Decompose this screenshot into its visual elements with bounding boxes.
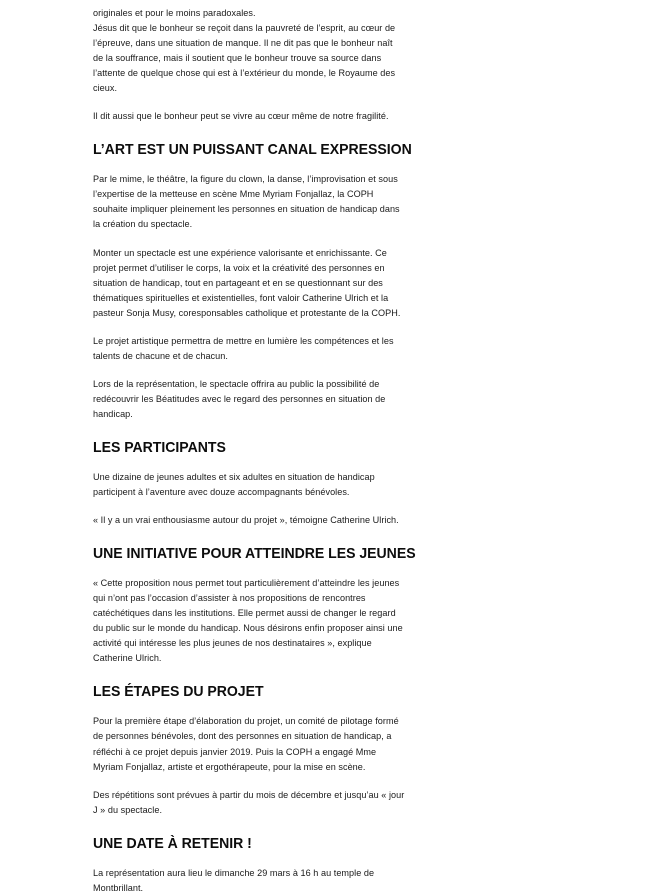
heading-spacer xyxy=(93,666,405,684)
section-paragraph: Des répétitions sont prévues à partir du mois de décembre et jusqu’au « jour J » du spectacle. xyxy=(93,789,405,815)
heading-spacer xyxy=(93,457,405,470)
section-paragraph: Pour la première étape d’élaboration du projet, un comité de pilotage formé de personnes bénévoles, dont des personnes en situation de handicap, a réfléchi à ce projet depuis janvier 2019. Puis la COPH a engagé Mme Myriam Fonjallaz, artiste et ergothérapeute, pour la mise en scène. xyxy=(93,716,399,772)
lede-paragraph-2: Jésus dit que le bonheur se reçoit dans la pauvreté de l’esprit, au cœur de l’épreuve, dans une situation de manque. Il ne dit pas que le bonheur naît de la souffrance, mais il soutient que le bonheur trouve sa source dans l’attente de quelque chose qui est à l’extérieur du monde, le Royaume des cieux. xyxy=(93,23,396,94)
heading-spacer xyxy=(93,422,405,440)
section-heading-date: UNE DATE À RETENIR ! xyxy=(93,835,252,852)
section-paragraph: Lors de la représentation, le spectacle offrira au public la possibilité de redécouvrir les Béatitudes avec le regard des personnes en situation de handicap. xyxy=(93,378,386,419)
heading-spacer xyxy=(93,124,405,142)
section-paragraph: Le projet artistique permettra de mettre en lumière les compétences et les talents de chacune et de chacun. xyxy=(93,335,394,361)
heading-spacer xyxy=(93,818,405,836)
lede-paragraph-1: originales et pour le moins paradoxales. xyxy=(93,8,256,18)
paragraph-spacer xyxy=(93,321,405,334)
paragraph-spacer xyxy=(93,233,405,246)
paragraph-spacer xyxy=(93,96,405,109)
section-paragraph: Par le mime, le théâtre, la figure du clown, la danse, l’improvisation et sous l’expertise de la metteuse en scène Mme Myriam Fonjallaz, la COPH souhaite impliquer pleinement les personnes en situation de handicap dans la création du spectacle. xyxy=(93,174,400,230)
lede-paragraph-3: Il dit aussi que le bonheur peut se vivre au cœur même de notre fragilité. xyxy=(93,111,389,122)
heading-spacer xyxy=(93,701,405,714)
heading-spacer xyxy=(93,853,405,866)
paragraph-spacer xyxy=(93,364,405,377)
section-heading-etapes: LES ÉTAPES DU PROJET xyxy=(93,684,264,701)
section-heading-participants: LES PARTICIPANTS xyxy=(93,439,226,456)
paragraph-spacer xyxy=(93,775,405,788)
section-heading-initiative: UNE INITIATIVE POUR ATTEINDRE LES JEUNES xyxy=(93,546,416,563)
section-paragraph-quote: « Cette proposition nous permet tout particulièrement d’atteindre les jeunes qui n’ont pas l’occasion d’assister à nos propositions de rencontres catéchétiques dans les institutions. Elle permet aussi de changer le regard du public sur le monde du handicap. Nous désirons enfin proposer ainsi une activité qui intéresse les plus jeunes de nos destinataires », explique Catherine Ulrich. xyxy=(93,578,403,664)
section-paragraph: La représentation aura lieu le dimanche 29 mars à 16 h au temple de Montbrillant. xyxy=(93,867,375,893)
heading-spacer xyxy=(93,563,405,576)
section-paragraph-quote: « Il y a un vrai enthousiasme autour du projet », témoigne Catherine Ulrich. xyxy=(93,515,399,526)
heading-spacer xyxy=(93,159,405,172)
lede-block xyxy=(93,6,405,124)
section-paragraph: Une dizaine de jeunes adultes et six adultes en situation de handicap participent à l’aventure avec douze accompagnants bénévoles. xyxy=(93,471,375,498)
heading-spacer xyxy=(93,528,405,546)
section-paragraph: Monter un spectacle est une expérience valorisante et enrichissante. Ce projet permet d’utiliser le corps, la voix et la créativité des personnes en situation de handicap, tout en partageant et en se questionnant sur des thématiques spirituelles et existentielles, font valoir Catherine Ulrich et la pasteur Sonja Musy, coresponsables catholique et protestante de la COPH. xyxy=(93,247,401,318)
paragraph-spacer xyxy=(93,500,405,513)
section-heading-art: L’ART EST UN PUISSANT CANAL EXPRESSION xyxy=(93,142,412,159)
article-body xyxy=(93,6,416,896)
